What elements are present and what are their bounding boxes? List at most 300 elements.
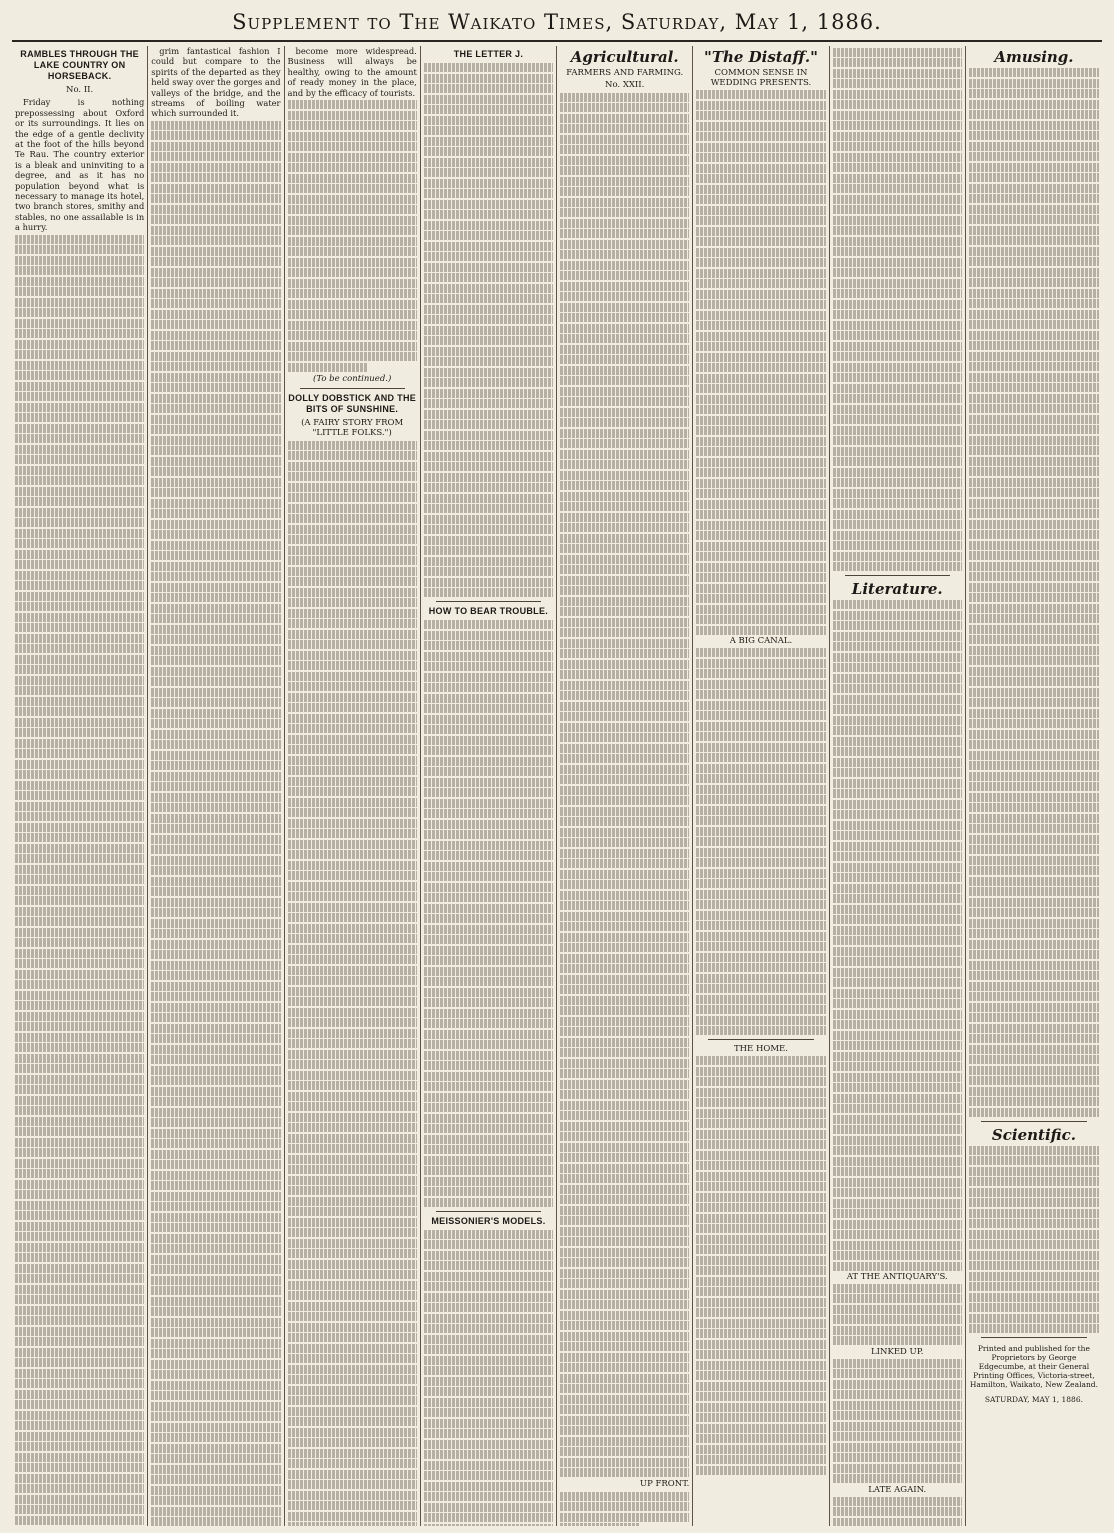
body-text-line [15, 518, 144, 527]
divider [708, 1039, 813, 1040]
body-text-line [151, 394, 280, 403]
body-text-line [969, 1230, 1099, 1239]
body-text-line [696, 90, 825, 99]
body-text-line [288, 279, 417, 288]
body-text-line [560, 408, 689, 417]
body-text-line [424, 935, 553, 944]
body-text-line [969, 257, 1099, 266]
body-text-line [15, 266, 144, 275]
body-text-line [288, 630, 417, 639]
body-text-line [560, 555, 689, 564]
article-title-late-again: LATE AGAIN. [868, 1484, 927, 1495]
body-text-line [560, 922, 689, 931]
body-text-line [833, 894, 962, 903]
body-text-line [560, 513, 689, 522]
body-text-line [696, 542, 825, 551]
body-text-line [151, 982, 280, 991]
body-text-line [696, 279, 825, 288]
body-text-line [560, 156, 689, 165]
body-text-line [288, 1186, 417, 1195]
body-text-line [288, 1207, 417, 1216]
body-text-line [288, 588, 417, 597]
body-text-line [151, 604, 280, 613]
body-text-line [696, 1056, 825, 1065]
body-text-line [424, 998, 553, 1007]
body-text-line [969, 1324, 1099, 1333]
body-text-line [288, 195, 417, 204]
body-text-line [288, 672, 417, 681]
body-text-line [288, 321, 417, 330]
body-text-line [288, 1134, 417, 1143]
body-text-line [15, 508, 144, 517]
body-text-line [424, 1314, 553, 1323]
body-text-line [833, 1188, 962, 1197]
body-text-line [151, 1370, 280, 1379]
body-text-line [833, 978, 962, 987]
body-text-line [424, 588, 553, 597]
body-text-line [696, 1256, 825, 1265]
body-text-line [833, 1401, 962, 1410]
body-text-line [151, 205, 280, 214]
body-text-line [15, 529, 144, 538]
body-text-line [151, 289, 280, 298]
body-text-line [151, 782, 280, 791]
body-text-line [560, 1405, 689, 1414]
body-text-line [288, 619, 417, 628]
body-text-line [696, 101, 825, 110]
body-text-line [424, 347, 553, 356]
body-text-line [696, 563, 825, 572]
body-text-line [696, 458, 825, 467]
body-text-line [288, 1512, 417, 1521]
article-subtitle-rambles: No. II. [66, 85, 94, 95]
body-text-line [424, 389, 553, 398]
body-text-line [833, 58, 962, 67]
body-text-line [151, 667, 280, 676]
body-text-line [15, 949, 144, 958]
body-text-line [560, 1006, 689, 1015]
body-text-line [424, 1461, 553, 1470]
body-text-line [151, 1160, 280, 1169]
body-text-line [288, 1522, 417, 1526]
body-text-line [288, 504, 417, 513]
divider [981, 1121, 1087, 1122]
body-text-line [424, 1345, 553, 1354]
body-text-line [15, 1022, 144, 1031]
body-text-line [969, 509, 1099, 518]
body-text-line [151, 877, 280, 886]
body-text-line [424, 820, 553, 829]
body-text-line [696, 626, 825, 635]
body-text-line [969, 499, 1099, 508]
body-text-line [560, 1258, 689, 1267]
body-text-line [288, 924, 417, 933]
body-text-line [969, 289, 1099, 298]
body-text-line [560, 1363, 689, 1372]
body-text-line [833, 489, 962, 498]
body-text-line [151, 163, 280, 172]
body-text-line [833, 226, 962, 235]
body-text-line [833, 684, 962, 693]
body-text-line [560, 1437, 689, 1446]
body-text-line [424, 1009, 553, 1018]
column-5 [557, 46, 693, 1526]
body-text-line [151, 698, 280, 707]
body-text-line [833, 1104, 962, 1113]
body-text-line [833, 716, 962, 725]
body-text-line [15, 1054, 144, 1063]
body-text-line [424, 1524, 553, 1527]
body-text-line [288, 1323, 417, 1332]
body-text-line [151, 1475, 280, 1484]
body-text-line [560, 681, 689, 690]
body-text-line [424, 725, 553, 734]
body-text-line [560, 271, 689, 280]
body-text-line [969, 1303, 1099, 1312]
body-text-line [15, 277, 144, 286]
body-text-line [969, 877, 1099, 886]
body-text-line [288, 1218, 417, 1227]
body-text-line [969, 1108, 1099, 1117]
body-text-line [969, 677, 1099, 686]
body-text-line [560, 618, 689, 627]
body-text-line [833, 520, 962, 529]
body-text-line [560, 1374, 689, 1383]
body-text-line [424, 452, 553, 461]
body-text-line [424, 368, 553, 377]
body-text-line [15, 424, 144, 433]
body-text-line [424, 914, 553, 923]
body-text-line [833, 1062, 962, 1071]
body-text-line [424, 904, 553, 913]
body-text-line [424, 809, 553, 818]
body-text-line [151, 803, 280, 812]
body-text-line [151, 1045, 280, 1054]
body-text-line [424, 683, 553, 692]
body-text-line [560, 870, 689, 879]
body-text-line [424, 1156, 553, 1165]
body-text-line [15, 1316, 144, 1325]
body-text-line [151, 341, 280, 350]
body-text-line [15, 1253, 144, 1262]
paragraph: grim fantastical fashion I could but compare to the spirits of the departed as they held sway over the gorges and valleys of the bridge, and the streams of boiling water which surrounded it. [151, 46, 281, 119]
body-text-line [151, 331, 280, 340]
body-text-line [560, 135, 689, 144]
body-text-line [560, 250, 689, 259]
body-text-line [560, 1164, 689, 1173]
body-text-line [424, 767, 553, 776]
body-text-line [424, 168, 553, 177]
body-text-line [151, 173, 280, 182]
body-text-line [15, 1222, 144, 1231]
body-text-line [833, 541, 962, 550]
body-text-line [151, 1139, 280, 1148]
body-text-line [560, 607, 689, 616]
body-text-line [696, 374, 825, 383]
body-text-line [424, 252, 553, 261]
body-text-line [151, 593, 280, 602]
body-text-line [560, 103, 689, 112]
body-text-line [696, 605, 825, 614]
body-text-line [560, 1492, 689, 1501]
body-text-line [833, 821, 962, 830]
body-text-line [15, 781, 144, 790]
body-text-line [560, 1216, 689, 1225]
body-text-line [151, 1276, 280, 1285]
body-text-line [969, 950, 1099, 959]
body-text-line [424, 515, 553, 524]
body-text-line [833, 1305, 962, 1314]
body-text-line [151, 929, 280, 938]
body-text-line [833, 621, 962, 630]
body-text-line [560, 240, 689, 249]
body-text-line [969, 1024, 1099, 1033]
body-text-line [560, 691, 689, 700]
body-text-line [696, 711, 825, 720]
article-title-dolly: DOLLY DOBSTICK AND THE BITS OF SUNSHINE. [288, 392, 417, 414]
body-text-line [288, 1428, 417, 1437]
body-text-line [288, 1228, 417, 1237]
body-text-line [15, 1505, 144, 1514]
body-text-line [151, 646, 280, 655]
body-text-line [969, 866, 1099, 875]
body-text-line [560, 1101, 689, 1110]
body-text-line [288, 1113, 417, 1122]
body-text-line [833, 884, 962, 893]
body-text-line [151, 436, 280, 445]
body-text-line [696, 900, 825, 909]
body-text-line [969, 887, 1099, 896]
body-text-line [833, 1390, 962, 1399]
divider [845, 575, 950, 576]
body-text-line [833, 936, 962, 945]
body-text-line [288, 1176, 417, 1185]
body-text-line [560, 765, 689, 774]
body-text-line [151, 583, 280, 592]
body-text-line [151, 845, 280, 854]
body-text-line [151, 278, 280, 287]
body-text-line [696, 1329, 825, 1338]
page-columns [12, 46, 1102, 1526]
body-text-line [424, 746, 553, 755]
body-text-line [969, 331, 1099, 340]
body-text-line [560, 93, 689, 102]
body-text-line [424, 652, 553, 661]
body-text-line [833, 915, 962, 924]
body-text-line [15, 245, 144, 254]
body-text-line [969, 131, 1099, 140]
body-text-line [15, 623, 144, 632]
body-text-line [560, 891, 689, 900]
body-text-line [151, 908, 280, 917]
body-text-line [696, 785, 825, 794]
body-text-line [696, 437, 825, 446]
body-text-line [288, 226, 417, 235]
body-text-line [424, 1303, 553, 1312]
body-text-line [288, 693, 417, 702]
body-text-line [833, 653, 962, 662]
body-text-line [15, 1432, 144, 1441]
body-text-line [424, 116, 553, 125]
body-text-line [969, 583, 1099, 592]
body-text-line [833, 957, 962, 966]
body-text-line [15, 655, 144, 664]
body-text-line [696, 1413, 825, 1422]
body-text-line [151, 1496, 280, 1505]
body-text-line [151, 1108, 280, 1117]
body-text-line [833, 674, 962, 683]
body-text-line [15, 1106, 144, 1115]
body-text-line [15, 466, 144, 475]
body-text-line [833, 1010, 962, 1019]
body-text-line [969, 719, 1099, 728]
body-text-line [15, 1264, 144, 1273]
body-text-line [833, 663, 962, 672]
body-text-line [560, 1069, 689, 1078]
masthead: Supplement to The Waikato Times, Saturday, May 1, 1886. [232, 10, 882, 34]
body-text-line [15, 613, 144, 622]
body-text-line [15, 896, 144, 905]
body-text-line [424, 399, 553, 408]
body-text-line [696, 1466, 825, 1475]
body-text-line [560, 702, 689, 711]
body-text-line [151, 1255, 280, 1264]
body-text-line [288, 1018, 417, 1027]
body-text-line [560, 660, 689, 669]
body-text-line [424, 956, 553, 965]
body-text-line [288, 724, 417, 733]
body-text-line [833, 1073, 962, 1082]
body-text-line [560, 166, 689, 175]
body-text-line [288, 1302, 417, 1311]
body-text-line [288, 661, 417, 670]
body-text-line [696, 1130, 825, 1139]
body-text-line [969, 373, 1099, 382]
body-text-line [696, 816, 825, 825]
body-text-line [969, 1272, 1099, 1281]
body-text-line [151, 415, 280, 424]
body-text-line [288, 472, 417, 481]
body-text-line [696, 701, 825, 710]
body-text-line [151, 268, 280, 277]
body-text-line [560, 418, 689, 427]
body-text-line [696, 690, 825, 699]
column-3 [285, 46, 421, 1526]
body-text-line [969, 740, 1099, 749]
body-text-line [424, 536, 553, 545]
body-text-line [969, 247, 1099, 256]
body-text-line [696, 1182, 825, 1191]
body-text-line [696, 416, 825, 425]
body-text-line [969, 919, 1099, 928]
body-text-line [833, 279, 962, 288]
body-text-line [696, 405, 825, 414]
body-text-line [696, 1109, 825, 1118]
body-text-line [15, 1085, 144, 1094]
body-text-line [288, 111, 417, 120]
body-text-line [560, 177, 689, 186]
body-text-line [15, 1306, 144, 1315]
body-text-line [696, 1434, 825, 1443]
body-text-line [833, 1031, 962, 1040]
body-text-line [288, 1344, 417, 1353]
body-text-line [288, 1386, 417, 1395]
body-text-line [288, 1407, 417, 1416]
body-text-line [833, 968, 962, 977]
body-text-line [560, 366, 689, 375]
body-text-line [560, 1206, 689, 1215]
body-text-line [969, 436, 1099, 445]
body-text-line [696, 1161, 825, 1170]
body-text-line [696, 1119, 825, 1128]
body-text-line [560, 544, 689, 553]
body-text-line [560, 1185, 689, 1194]
body-text-line [288, 798, 417, 807]
body-text-line [969, 698, 1099, 707]
body-text-line [151, 1213, 280, 1222]
body-text-line [15, 718, 144, 727]
body-text-line [151, 1381, 280, 1390]
body-text-line [15, 1033, 144, 1042]
body-text-line [424, 1272, 553, 1281]
body-text-line [696, 248, 825, 257]
body-text-line [151, 1024, 280, 1033]
body-text-line [151, 362, 280, 371]
body-text-line [424, 1124, 553, 1133]
body-text-line [15, 749, 144, 758]
body-text-line [833, 1136, 962, 1145]
body-text-line [15, 1474, 144, 1483]
body-text-line [424, 946, 553, 955]
body-text-line [833, 632, 962, 641]
body-text-line [424, 788, 553, 797]
body-text-line [696, 132, 825, 141]
body-text-line [969, 457, 1099, 466]
body-text-line [424, 1293, 553, 1302]
body-text-line [833, 905, 962, 914]
body-text-line [696, 1445, 825, 1454]
body-text-line [424, 830, 553, 839]
body-text-line [969, 194, 1099, 203]
body-text-line [969, 1188, 1099, 1197]
body-text-line [560, 954, 689, 963]
body-text-line [151, 961, 280, 970]
body-text-line [969, 488, 1099, 497]
body-text-line [288, 997, 417, 1006]
body-text-line [15, 550, 144, 559]
body-text-line [833, 205, 962, 214]
body-text-line [151, 352, 280, 361]
body-text-line [833, 415, 962, 424]
body-text-line [560, 1395, 689, 1404]
body-text-line [151, 530, 280, 539]
body-text-line [833, 1083, 962, 1092]
body-text-line [833, 79, 962, 88]
body-text-line [696, 153, 825, 162]
body-text-line [833, 1157, 962, 1166]
body-text-line [288, 352, 417, 361]
body-text-line [288, 913, 417, 922]
body-text-line [560, 282, 689, 291]
body-text-line [696, 1098, 825, 1107]
body-text-line [424, 473, 553, 482]
body-text-line [696, 1392, 825, 1401]
article-title-wedding: COMMON SENSE IN WEDDING PRESENTS. [710, 68, 812, 89]
body-text-line [833, 1230, 962, 1239]
body-text-line [288, 184, 417, 193]
body-text-line [560, 1153, 689, 1162]
body-text-line [288, 934, 417, 943]
